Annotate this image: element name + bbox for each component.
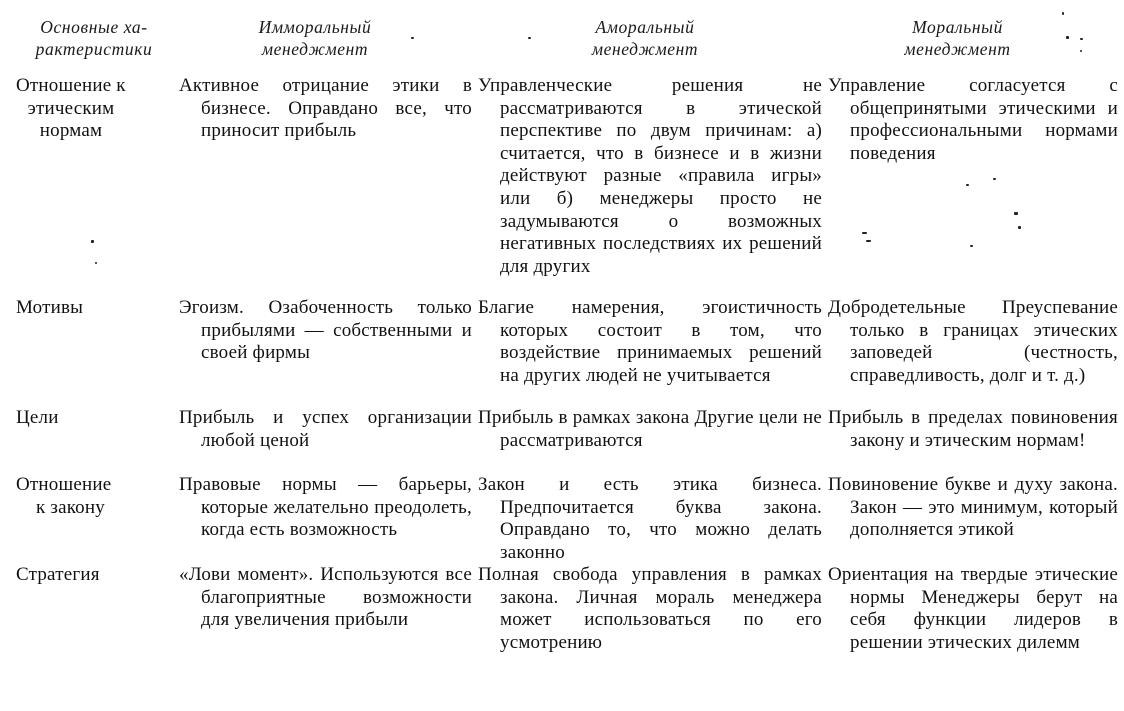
scan-speck (862, 232, 867, 234)
scan-speck (966, 184, 969, 186)
scan-speck (95, 262, 97, 264)
cell-amoral-motives: Благие намерения, эгоистичность которых состоит в том, что воздействие принимаемых решений на других людей не учитывается (478, 297, 822, 386)
scan-speck (1014, 212, 1018, 215)
header-characteristics (18, 16, 170, 60)
header-line: рактеристики (35, 39, 153, 59)
header-line: Основные ха- (40, 17, 148, 37)
scan-speck (1018, 226, 1021, 229)
header-line: Имморальный (258, 17, 372, 37)
cell-immoral-ethics: Активное отрицание этики в бизнесе. Оправдано все, что приносит прибыль (179, 75, 472, 142)
header-line: менеджмент (904, 39, 1011, 59)
cell-moral-ethics: Управление согласуется с общепринятыми этическими и профессиональными нормами поведения (828, 75, 1118, 164)
scan-speck (993, 178, 996, 180)
row-label-ethics-attitude (16, 75, 156, 143)
cell-immoral-strategy: «Лови момент». Используются все благоприятные возможности для увеличения прибыли (179, 564, 472, 631)
label-line: Отношение (16, 474, 112, 495)
header-line: менеджмент (591, 39, 699, 59)
row-label-strategy: Стратегия (16, 564, 100, 585)
cell-moral-motives: Добродетельные Преуспевание только в границах этических заповедей (честность, справедливость, долг и т. д.) (828, 297, 1118, 386)
cell-amoral-law: Закон и есть этика бизнеса. Предпочитается буква закона. Оправдано то, что можно делать законно (478, 474, 822, 563)
row-label-motives: Мотивы (16, 297, 84, 318)
row-label-goals: Цели (16, 407, 59, 428)
scan-speck (1080, 38, 1083, 40)
scan-speck (1066, 36, 1069, 39)
header-amoral-management (510, 16, 780, 60)
header-immoral-management (205, 16, 425, 60)
cell-moral-goals: Прибыль в пределах повиновения закону и этическим нормам! (828, 407, 1118, 451)
cell-immoral-motives: Эгоизм. Озабоченность только прибылями — собственными и своей фирмы (179, 297, 472, 364)
scan-speck (1080, 50, 1082, 52)
scan-speck (91, 240, 94, 243)
label-line: этическим (27, 97, 115, 119)
label-line: Отношение к (16, 75, 126, 96)
cell-amoral-ethics: Управленческие решения не рассматриваются в этической перспективе по двум причинам: а) считается, что в бизнесе и в жизни действуют разные «правила игры» или б) менеджеры просто не задумываются о возможных негативных последствиях их решений для других (478, 75, 822, 277)
cell-moral-law: Повиновение букве и духу закона. Закон — это минимум, который дополняется этикой (828, 474, 1118, 541)
cell-amoral-strategy: Полная свобода управления в рамках закона. Личная мораль менеджера может использоваться по его усмотрению (478, 564, 822, 653)
row-label-law-attitude (16, 474, 156, 519)
header-moral-management (850, 16, 1065, 60)
cell-moral-strategy: Ориентация на твердые этические нормы Менеджеры берут на себя функции лидеров в решении этических дилемм (828, 564, 1118, 653)
header-line: Моральный (912, 17, 1003, 37)
scan-speck (866, 240, 871, 242)
label-line: к закону (36, 496, 105, 518)
cell-immoral-law: Правовые нормы — барьеры, которые желательно преодолеть, когда есть возможность (179, 474, 472, 541)
header-line: Аморальный (595, 17, 695, 37)
label-line: нормам (39, 120, 103, 142)
scan-speck (1062, 12, 1064, 15)
scan-speck (411, 37, 414, 39)
scan-speck (528, 37, 531, 39)
cell-amoral-goals: Прибыль в рамках закона Другие цели не рассматриваются (478, 407, 822, 451)
cell-immoral-goals: Прибыль и успех организации любой ценой (179, 407, 472, 451)
header-line: менеджмент (261, 39, 369, 59)
scan-speck (970, 245, 973, 247)
